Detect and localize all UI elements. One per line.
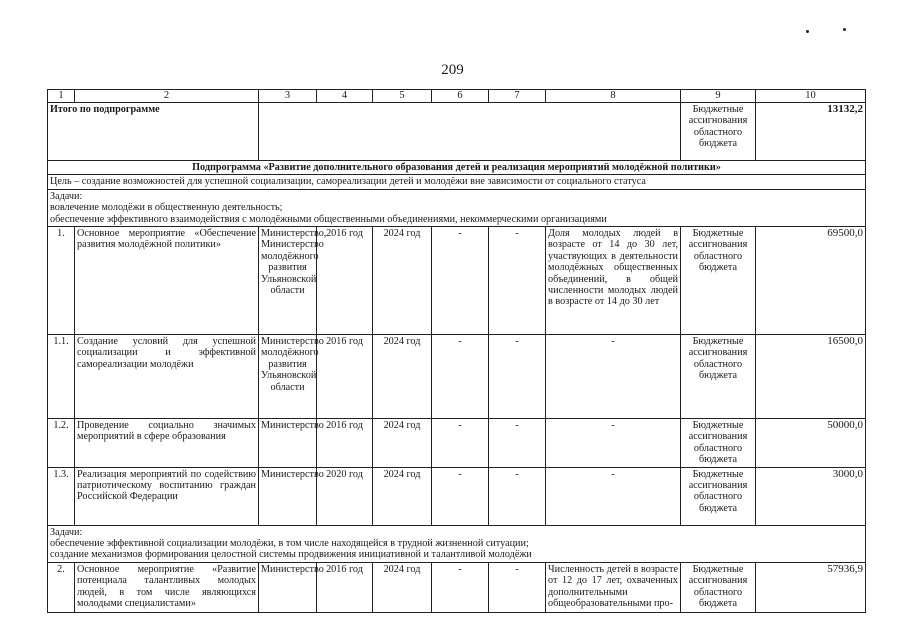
activity-name: Основное мероприятие «Развитие потенциала талантливых молодых людей, в том числе являющихся молодыми специалистами» bbox=[75, 562, 259, 612]
activity-indicator: - bbox=[546, 467, 681, 525]
activity-funding: Бюджетные ассигнования областного бюджета bbox=[681, 335, 756, 419]
column-number: 8 bbox=[546, 90, 681, 103]
activity-col6: - bbox=[432, 227, 489, 335]
goal-row bbox=[48, 175, 866, 189]
activity-start-year: 2016 год bbox=[317, 562, 373, 612]
activity-row bbox=[48, 227, 866, 335]
column-number: 1 bbox=[48, 90, 75, 103]
activity-number: 1.1. bbox=[48, 335, 75, 419]
activity-funding: Бюджетные ассигнования областного бюджета bbox=[681, 419, 756, 468]
total-funding: Бюджетные ассигнования областного бюджета bbox=[681, 103, 756, 161]
column-number: 9 bbox=[681, 90, 756, 103]
total-row bbox=[48, 103, 866, 161]
activity-name: Проведение социально значимых мероприятий в сфере образования bbox=[75, 419, 259, 468]
activity-col7: - bbox=[489, 562, 546, 612]
activity-number: 1.2. bbox=[48, 419, 75, 468]
scan-speck bbox=[843, 28, 846, 31]
activity-executor: Министерство bbox=[259, 467, 317, 525]
activity-end-year: 2024 год bbox=[373, 419, 432, 468]
activity-amount: 69500,0 bbox=[756, 227, 866, 335]
subprogram-title: Подпрограмма «Развитие дополнительного образования детей и реализация мероприятий молодёжной политики» bbox=[48, 161, 866, 175]
activity-executor: Министерство молодёжного развития Ульяновской области bbox=[259, 335, 317, 419]
activity-col6: - bbox=[432, 335, 489, 419]
column-number: 2 bbox=[75, 90, 259, 103]
activity-end-year: 2024 год bbox=[373, 467, 432, 525]
activity-col7: - bbox=[489, 467, 546, 525]
activity-indicator: Численность детей в возрасте от 12 до 17 лет, охваченных дополнительными общеобразовательными про- bbox=[546, 562, 681, 612]
column-number: 7 bbox=[489, 90, 546, 103]
activity-row bbox=[48, 335, 866, 419]
column-number: 5 bbox=[373, 90, 432, 103]
task-line: вовлечение молодёжи в общественную деятельность; bbox=[50, 202, 283, 214]
subprogram-title-row bbox=[48, 161, 866, 175]
activity-executor: Министерство bbox=[259, 419, 317, 468]
activity-end-year: 2024 год bbox=[373, 335, 432, 419]
activity-amount: 57936,9 bbox=[756, 562, 866, 612]
activity-col6: - bbox=[432, 562, 489, 612]
activity-row bbox=[48, 419, 866, 468]
task-line: обеспечение эффективной социализации молодёжи, в том числе находящейся в трудной жизненной ситуации; bbox=[50, 538, 529, 550]
activity-end-year: 2024 год bbox=[373, 227, 432, 335]
page-number: 209 bbox=[441, 62, 464, 78]
column-number: 3 bbox=[259, 90, 317, 103]
activity-end-year: 2024 год bbox=[373, 562, 432, 612]
activity-start-year: 2020 год bbox=[317, 467, 373, 525]
activity-executor: Министерство, Министерство молодёжного развития Ульяновской области bbox=[259, 227, 317, 335]
activity-start-year: 2016 год bbox=[317, 335, 373, 419]
column-number-row bbox=[48, 90, 866, 103]
activity-funding: Бюджетные ассигнования областного бюджета bbox=[681, 562, 756, 612]
activity-col7: - bbox=[489, 419, 546, 468]
program-table bbox=[47, 89, 866, 613]
task-line: Задачи: bbox=[50, 190, 83, 202]
total-label: Итого по подпрограмме bbox=[48, 103, 259, 161]
tasks-block bbox=[48, 189, 866, 226]
activity-number: 2. bbox=[48, 562, 75, 612]
activity-indicator: - bbox=[546, 335, 681, 419]
column-number: 6 bbox=[432, 90, 489, 103]
activity-name: Создание условий для успешной социализации и эффективной самореализации молодёжи bbox=[75, 335, 259, 419]
table-body bbox=[48, 90, 866, 613]
task-line: Задачи: bbox=[50, 526, 83, 538]
tasks-block bbox=[48, 525, 866, 562]
activity-row bbox=[48, 467, 866, 525]
task-line: создание механизмов формирования целостной системы продвижения инициативной и талантливой молодёжи bbox=[50, 549, 532, 561]
activity-funding: Бюджетные ассигнования областного бюджета bbox=[681, 467, 756, 525]
activity-amount: 3000,0 bbox=[756, 467, 866, 525]
activity-start-year: 2016 год bbox=[317, 419, 373, 468]
activity-executor: Министерство bbox=[259, 562, 317, 612]
activity-start-year: 2016 год bbox=[317, 227, 373, 335]
tasks-row bbox=[48, 525, 866, 562]
column-number: 10 bbox=[756, 90, 866, 103]
total-amount: 13132,2 bbox=[756, 103, 866, 161]
task-line: обеспечение эффективного взаимодействия с молодёжными общественными объединениями, некоммерческими организациями bbox=[50, 213, 607, 225]
total-empty-cell bbox=[259, 103, 681, 161]
activity-col7: - bbox=[489, 227, 546, 335]
scan-speck bbox=[806, 30, 809, 33]
activity-indicator: - bbox=[546, 419, 681, 468]
activity-col6: - bbox=[432, 419, 489, 468]
activity-row bbox=[48, 562, 866, 612]
activity-number: 1.3. bbox=[48, 467, 75, 525]
activity-funding: Бюджетные ассигнования областного бюджета bbox=[681, 227, 756, 335]
activity-number: 1. bbox=[48, 227, 75, 335]
activity-amount: 50000,0 bbox=[756, 419, 866, 468]
activity-indicator: Доля молодых людей в возрасте от 14 до 30 лет, участвующих в деятельности молодёжных общественных объединений, в общей численности молодых людей в возрасте от 14 до 30 лет bbox=[546, 227, 681, 335]
activity-col7: - bbox=[489, 335, 546, 419]
tasks-row bbox=[48, 189, 866, 226]
goal-text: Цель – создание возможностей для успешной социализации, самореализации детей и молодёжи вне зависимости от социального статуса bbox=[48, 175, 866, 189]
activity-name: Реализация мероприятий по содействию патриотическому воспитанию граждан Российской Федерации bbox=[75, 467, 259, 525]
activity-name: Основное мероприятие «Обеспечение развития молодёжной политики» bbox=[75, 227, 259, 335]
activity-col6: - bbox=[432, 467, 489, 525]
column-number: 4 bbox=[317, 90, 373, 103]
activity-amount: 16500,0 bbox=[756, 335, 866, 419]
